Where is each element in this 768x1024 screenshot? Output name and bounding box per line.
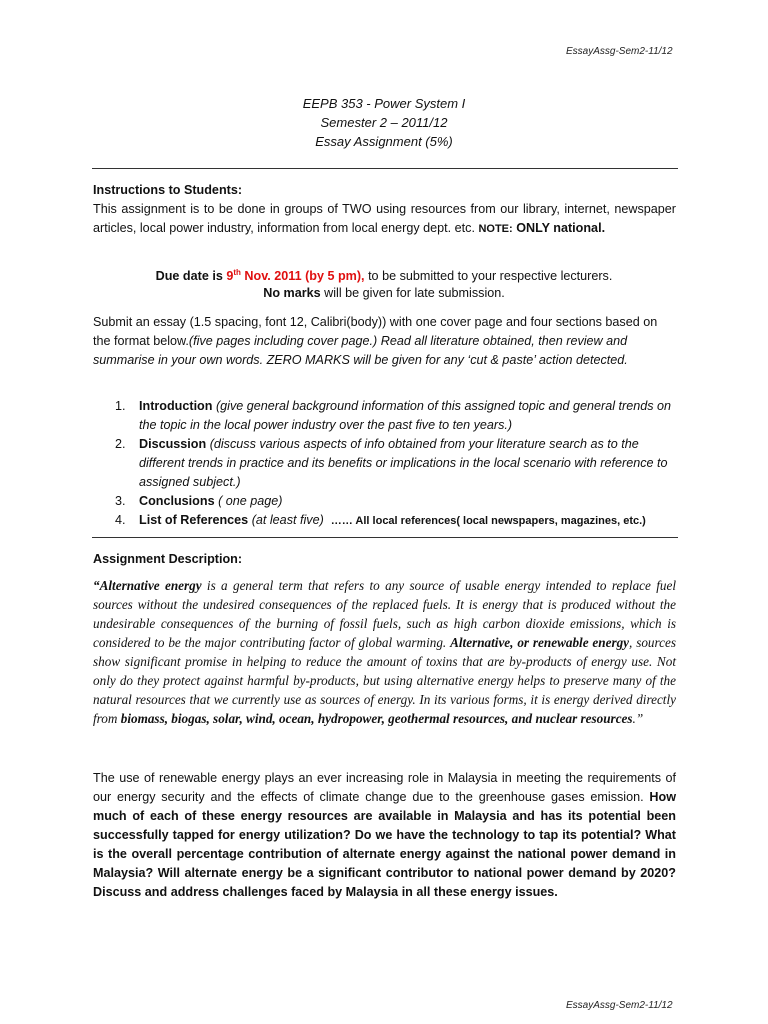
instructions-text: This assignment is to be done in groups of TWO using resources from our library, internet, newspaper articles, local power industry, information from local energy dept. etc. NOTE: ONLY national. xyxy=(93,202,676,235)
instructions-heading: Instructions to Students: xyxy=(93,183,243,197)
late-submission-line: No marks will be given for late submission. xyxy=(263,286,505,300)
description-heading: Assignment Description: xyxy=(93,552,243,566)
divider-top xyxy=(92,168,678,169)
list-item: 2. Discussion (discuss various aspects of info obtained from your literature search as to the different trends in practice and its benefits or implications in the local scenario with reference to assigned subject.) xyxy=(115,437,668,489)
sections-list xyxy=(93,397,676,531)
due-date-line: Due date is 9th Nov. 2011 (by 5 pm), to be submitted to your respective lecturers. xyxy=(155,268,613,284)
divider-middle xyxy=(92,537,678,538)
course-title: EEPB 353 - Power System I xyxy=(302,96,466,111)
list-item: 1. Introduction (give general background information of this assigned topic and general trends on the topic in the local power industry over the past five to ten years.) xyxy=(115,399,672,432)
submit-instructions: Submit an essay (1.5 spacing, font 12, Calibri(body)) with one cover page and four sections based on the format below.(five pages including cover page.) Read all literature obtained, then review and summarise in your own words. ZERO MARKS will be given for any ‘cut & paste’ action detected. xyxy=(93,315,658,367)
footer-reference: EssayAssg-Sem2-11/12 xyxy=(566,1000,673,1011)
list-item: 3. Conclusions ( one page) xyxy=(115,494,283,508)
list-item: 4. List of References (at least five) …… All local references( local newspapers, magazines, etc.) xyxy=(115,513,646,527)
header-reference: EssayAssg-Sem2-11/12 xyxy=(566,46,673,57)
semester-title: Semester 2 – 2011/12 xyxy=(320,115,448,130)
malaysia-paragraph: The use of renewable energy plays an ever increasing role in Malaysia in meeting the requirements of our energy security and the effects of climate change due to the greenhouse gases emission. How much of each of these energy resources are available in Malaysia and has its potential been successfully tapped for energy utilization? Do we have the technology to tap its potential? What is the overall percentage contribution of alternate energy against the national power demand in Malaysia? Will alternate energy be a significant contributor to national power demand by 2020? Discuss and address challenges faced by Malaysia in all these energy issues. xyxy=(93,771,676,899)
alternative-energy-quote: “Alternative energy is a general term that refers to any source of usable energy intended to replace fuel sources without the undesired consequences of the replaced fuels. It is energy that is produced without the undesirable consequences of the burning of fossil fuels, such as high carbon dioxide emissions, which is considered to be the major contributing factor of global warming. Alternative, or renewable energy, sources show significant promise in helping to reduce the amount of toxins that are by-products of energy use. Not only do they protect against harmful by-products, but using alternative energy helps to preserve many of the natural resources that we currently use as sources of energy. In its various forms, it is energy derived directly from biomass, biogas, solar, wind, ocean, hydropower, geothermal resources, and nuclear resources.” xyxy=(93,578,676,726)
assignment-title: Essay Assignment (5%) xyxy=(315,134,453,149)
